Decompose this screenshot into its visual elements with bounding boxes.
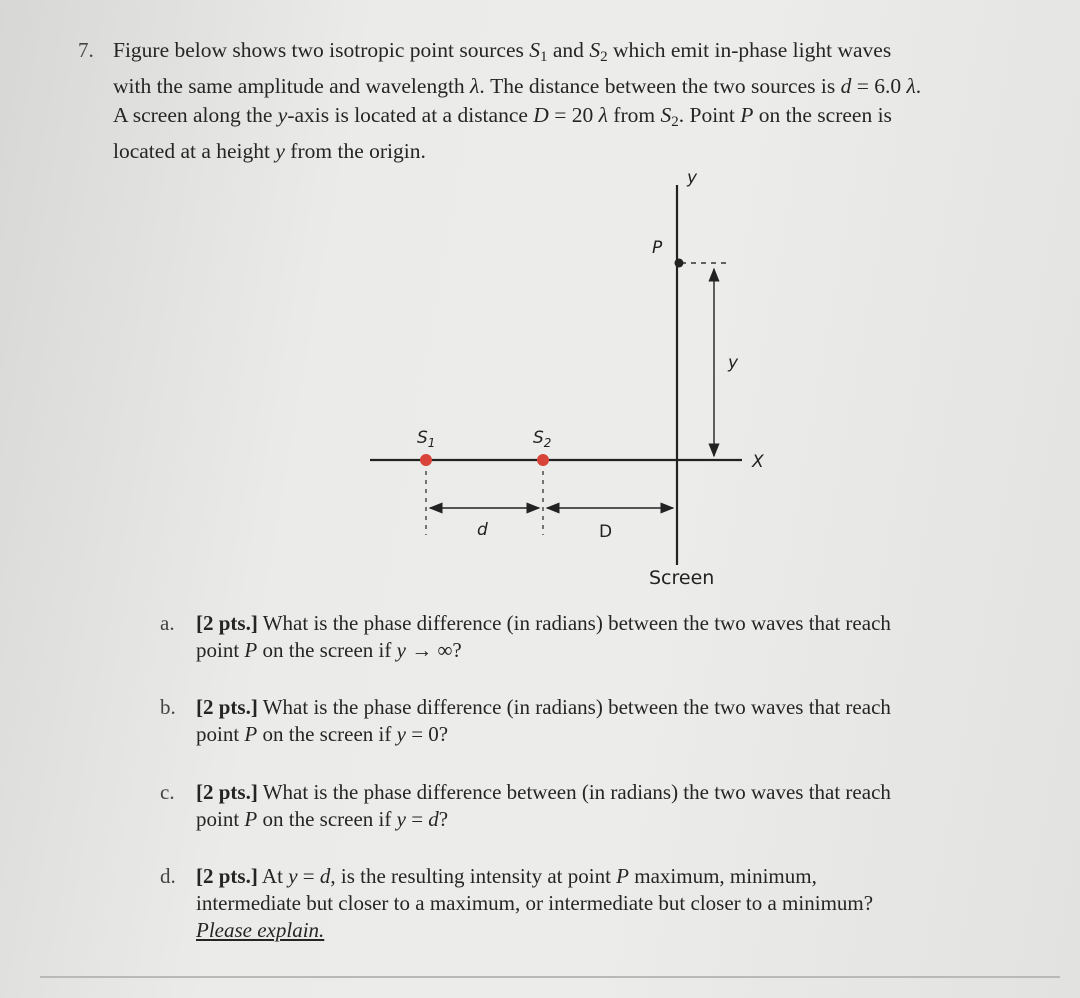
intro-text: = 6.0: [851, 73, 907, 98]
part-text: point: [196, 807, 245, 831]
symbol-d: d: [319, 864, 331, 888]
symbol-y: y: [396, 722, 406, 746]
part-d-text: [196, 863, 1036, 944]
subscript: 2: [600, 48, 608, 65]
part-a-text: [196, 610, 1036, 664]
x-axis-label: X: [752, 452, 764, 472]
symbol-y: y: [275, 138, 285, 163]
part-text: , is the resulting intensity at point: [330, 864, 617, 888]
subscript: 2: [671, 113, 679, 130]
intro-text: . Point: [678, 102, 741, 127]
page-bottom-edge: [40, 976, 1060, 978]
part-text: maximum, minimum,: [629, 864, 817, 888]
points-label: [2 pts.]: [196, 780, 258, 804]
intro-text: -axis is located at a distance: [287, 102, 534, 127]
intro-text: .: [915, 73, 922, 98]
symbol-S: S: [589, 38, 601, 62]
part-text: point: [196, 638, 245, 662]
symbol-d: d: [428, 807, 439, 831]
y-axis-label: y: [687, 168, 698, 188]
part-text: on the screen if: [257, 638, 397, 662]
points-label: [2 pts.]: [196, 864, 258, 888]
question-number: 7.: [78, 38, 94, 62]
symbol-P: P: [740, 102, 754, 127]
D-label: D: [599, 522, 613, 542]
part-text: on the screen if: [257, 807, 397, 831]
part-letter: b.: [160, 695, 176, 719]
part-text: What is the phase difference (in radians) between the two waves that reach: [257, 611, 891, 635]
symbol-S: S: [660, 102, 672, 127]
part-text: =: [297, 864, 320, 888]
source-s1-dot: [420, 454, 432, 466]
p-label: P: [652, 238, 663, 258]
part-text: point: [196, 722, 245, 746]
intro-text: which emit in-phase light waves: [607, 38, 892, 62]
intro-text: A screen along the: [113, 102, 278, 127]
part-text: on the screen if: [257, 722, 397, 746]
symbol-S: S: [529, 38, 540, 62]
symbol-y: y: [396, 638, 406, 662]
screen-label: Screen: [649, 567, 715, 589]
points-label: [2 pts.]: [196, 611, 258, 635]
symbol-lambda: λ: [598, 102, 608, 127]
part-b-text: [196, 694, 1036, 748]
part-text: What is the phase difference (in radians) between the two waves that reach: [257, 695, 891, 719]
intro-text: with the same amplitude and wavelength: [113, 73, 471, 98]
part-text: At: [257, 864, 289, 888]
intro-text: on the screen is: [753, 102, 892, 127]
symbol-lambda: λ: [470, 73, 480, 98]
intro-text: from: [607, 102, 661, 127]
symbol-y: y: [396, 807, 406, 831]
symbol-y: y: [277, 102, 288, 127]
part-text: = 0?: [405, 722, 449, 746]
s1-label: $S_1$: [417, 428, 436, 450]
symbol-P: P: [616, 864, 629, 888]
intro-text: and: [547, 38, 590, 62]
part-c-text: [196, 779, 1036, 833]
symbol-P: P: [244, 638, 258, 662]
part-text: What is the phase difference between (in radians) the two waves that reach: [257, 780, 891, 804]
intro-text: = 20: [548, 102, 599, 127]
intro-text: Figure below shows two isotropic point sources: [113, 38, 530, 62]
symbol-lambda: λ: [906, 73, 916, 98]
s2-label: $S_2$: [533, 428, 552, 450]
subscript: 1: [539, 48, 548, 65]
part-text: → ∞?: [405, 638, 462, 662]
part-letter: d.: [160, 864, 176, 888]
intro-text: located at a height: [113, 138, 276, 163]
part-text: =: [405, 807, 429, 831]
part-text: intermediate but closer to a maximum, or intermediate but closer to a minimum?: [196, 891, 874, 915]
symbol-D: D: [533, 102, 549, 127]
part-letter: c.: [160, 780, 175, 804]
symbol-d: d: [840, 73, 852, 98]
please-explain-text: Please explain.: [196, 918, 325, 942]
intro-text: . The distance between the two sources is: [479, 73, 841, 98]
point-P-marker: [675, 259, 684, 268]
part-text: ?: [438, 807, 449, 831]
symbol-P: P: [244, 807, 258, 831]
d-label: d: [477, 520, 488, 540]
y-height-label: y: [728, 353, 739, 373]
intro-text: from the origin.: [284, 138, 426, 163]
part-letter: a.: [160, 611, 175, 635]
symbol-y: y: [288, 864, 298, 888]
symbol-P: P: [244, 722, 258, 746]
source-s2-dot: [537, 454, 549, 466]
points-label: [2 pts.]: [196, 695, 258, 719]
